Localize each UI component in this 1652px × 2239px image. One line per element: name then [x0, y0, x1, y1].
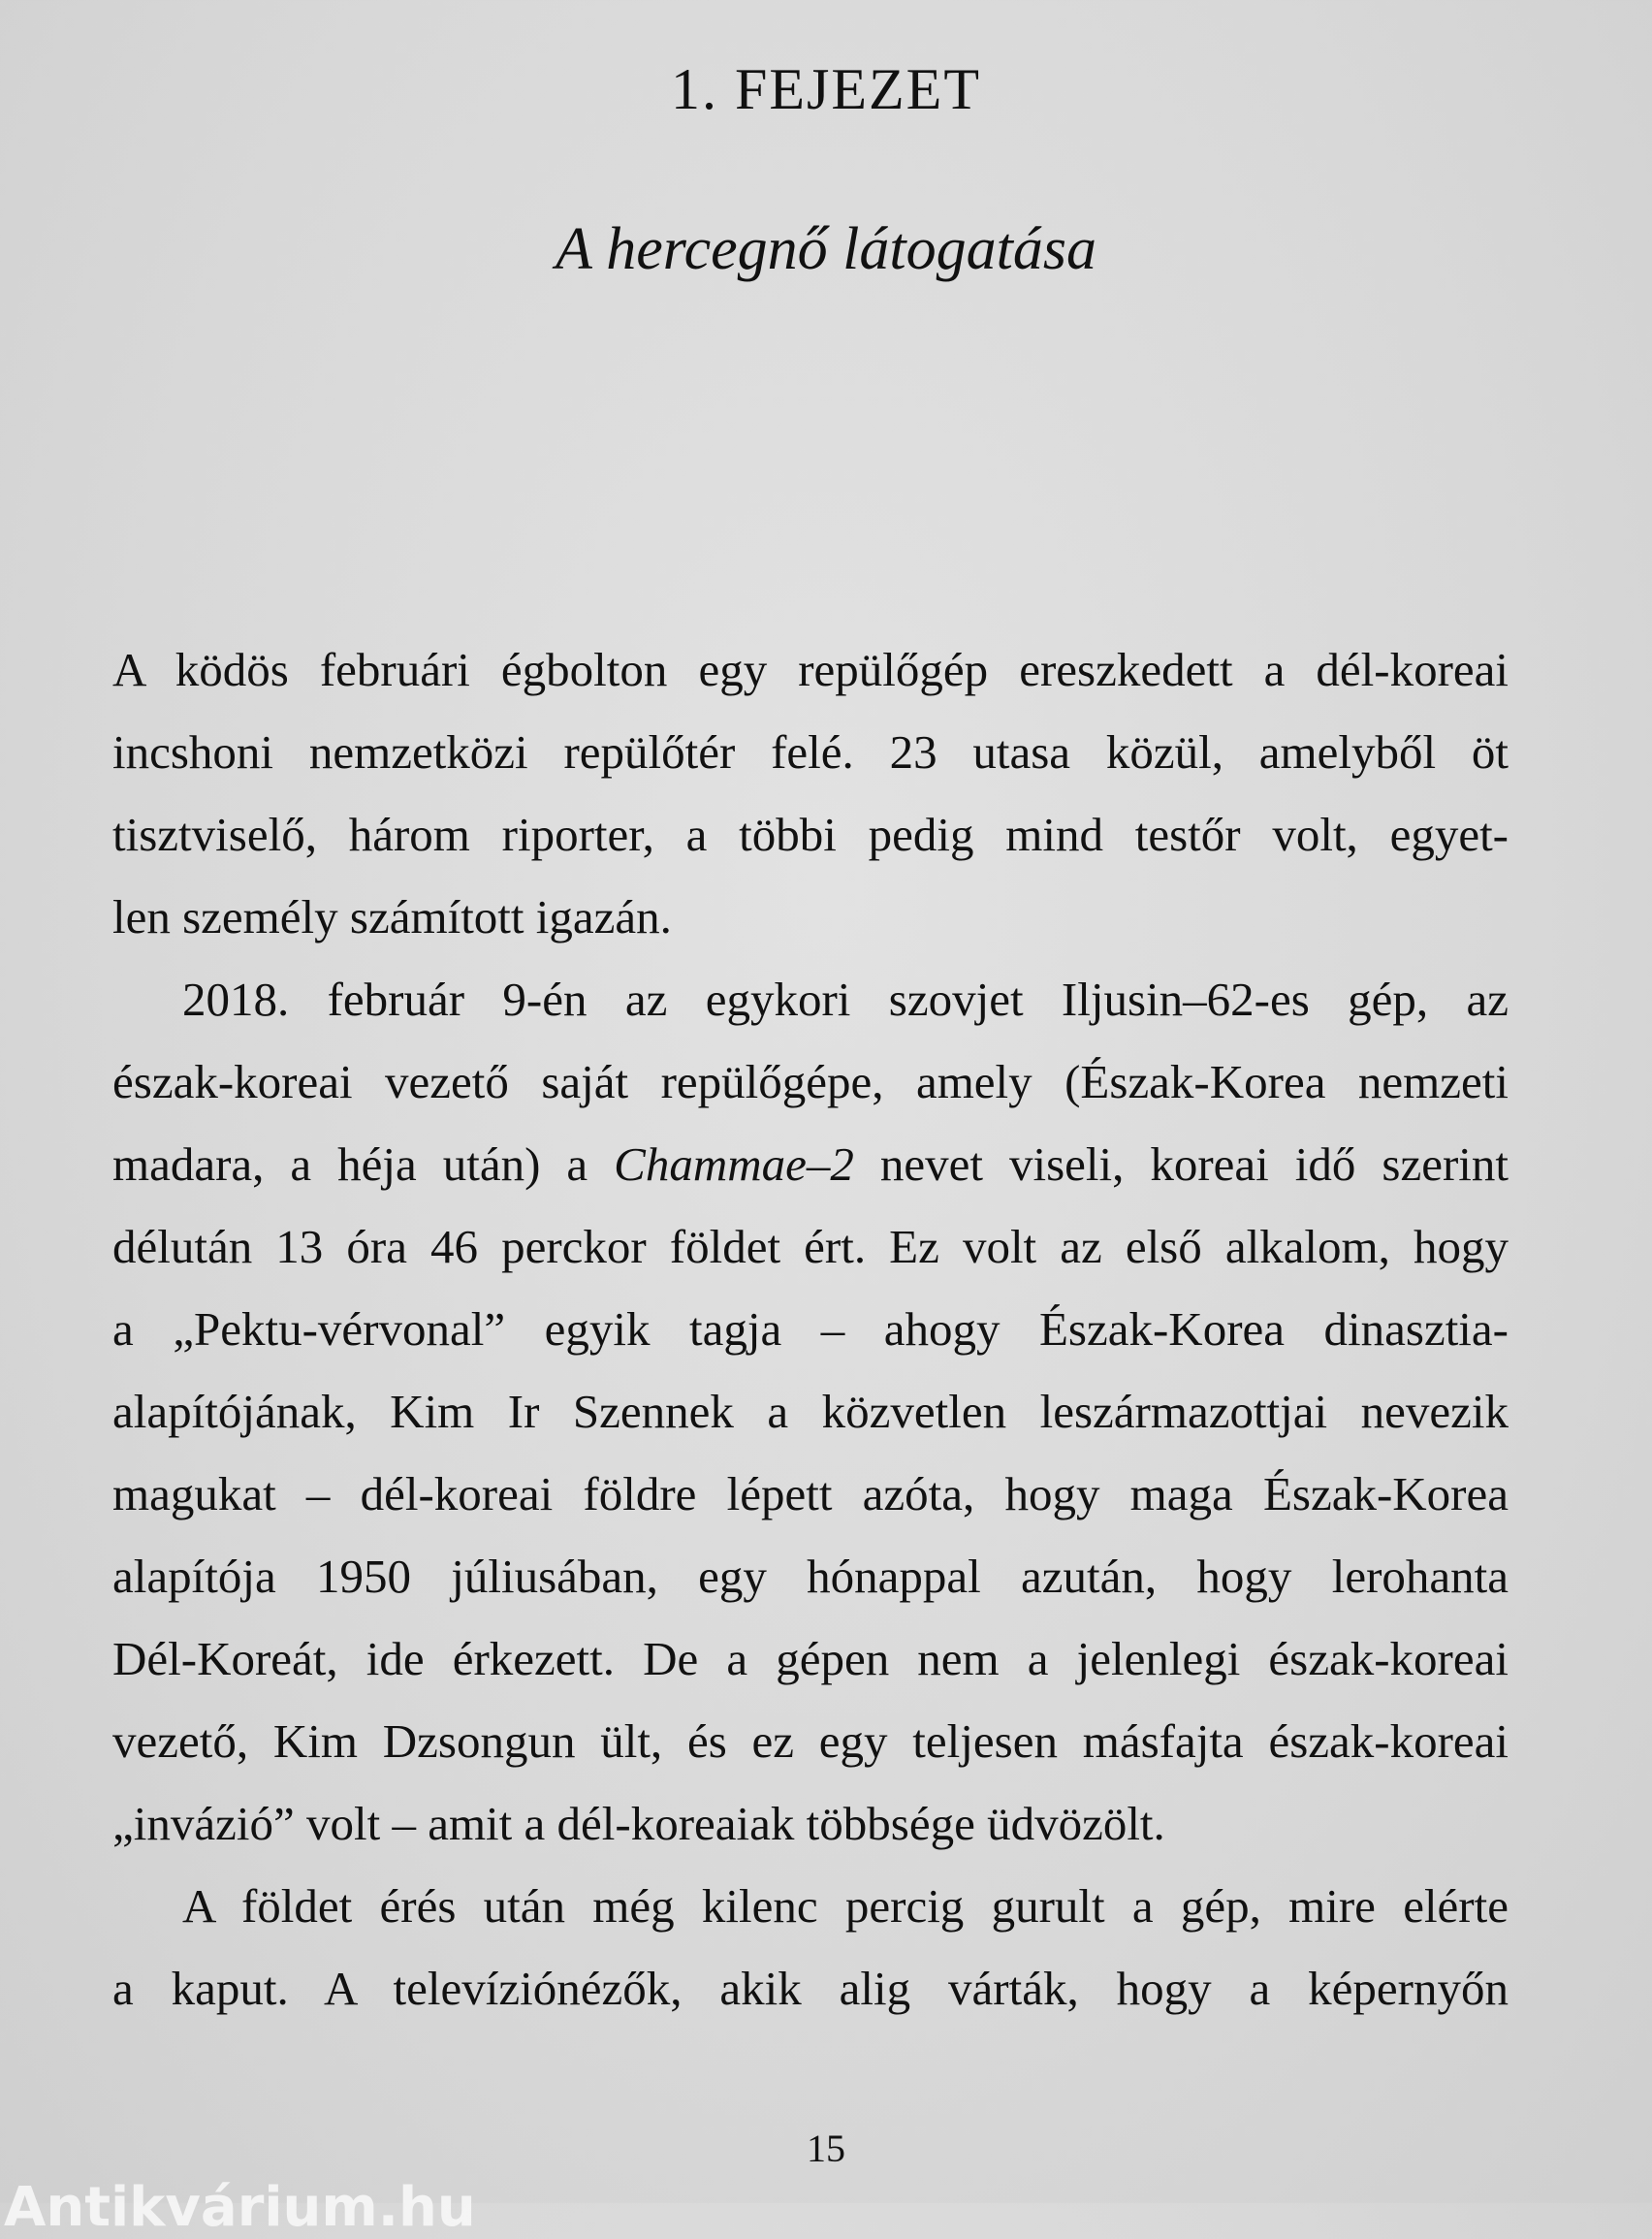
paragraph-2-line: [112, 1123, 1509, 1205]
text-segment: madara, a héja után) a: [112, 1137, 615, 1191]
page-number: 15: [807, 2127, 845, 2170]
paragraph-1-line: tisztviselő, három riporter, a többi pedig mind testőr volt, egyet-: [112, 808, 1509, 861]
paragraph-2-line: alapítója 1950 júliusában, egy hónappal azután, hogy lerohanta: [112, 1550, 1509, 1603]
chapter-title: 1. FEJEZET: [671, 57, 981, 121]
chapter-subtitle: A hercegnő látogatása: [556, 216, 1096, 282]
paragraph-2-line: 2018. február 9-én az egykori szovjet Iljusin–62-es gép, az: [182, 973, 1509, 1026]
paragraph-1-line: incshoni nemzetközi repülőtér felé. 23 utasa közül, amelyből öt: [112, 725, 1509, 779]
paragraph-2-line: „invázió” volt – amit a dél-koreaiak többsége üdvözölt.: [112, 1797, 1165, 1850]
paragraph-3-line: a kaput. A televíziónézők, akik alig várták, hogy a képernyőn: [112, 1962, 1509, 2015]
body-text: [112, 628, 1509, 2030]
paragraph-3-line: A földet érés után még kilenc percig gurult a gép, mire elérte: [182, 1879, 1509, 1933]
aircraft-name-italic: Chammae–2: [614, 1137, 854, 1191]
paragraph-2-line: a „Pektu-vérvonal” egyik tagja – ahogy Észak-Korea dinasztia-: [112, 1302, 1509, 1356]
paragraph-2-line: alapítójának, Kim Ir Szennek a közvetlen leszármazottjai nevezik: [112, 1385, 1509, 1438]
paragraph-2-line: Dél-Koreát, ide érkezett. De a gépen nem a jelenlegi észak-koreai: [112, 1632, 1509, 1685]
paragraph-1-line: len személy számított igazán.: [112, 890, 672, 944]
paragraph-2-line: magukat – dél-koreai földre lépett azóta, hogy maga Észak-Korea: [112, 1467, 1509, 1520]
text-segment: nevet viseli, koreai idő szerint: [853, 1137, 1509, 1191]
paragraph-1-line: A ködös februári égbolton egy repülőgép ereszkedett a dél-koreai: [112, 643, 1509, 696]
paragraph-2-line: délután 13 óra 46 perckor földet ért. Ez volt az első alkalom, hogy: [112, 1220, 1509, 1273]
watermark: Antikvárium.hu: [4, 2176, 476, 2239]
paragraph-2-line: észak-koreai vezető saját repülőgépe, amely (Észak-Korea nemzeti: [112, 1055, 1509, 1108]
paragraph-2-line: vezető, Kim Dzsongun ült, és ez egy teljesen másfajta észak-koreai: [112, 1714, 1509, 1768]
